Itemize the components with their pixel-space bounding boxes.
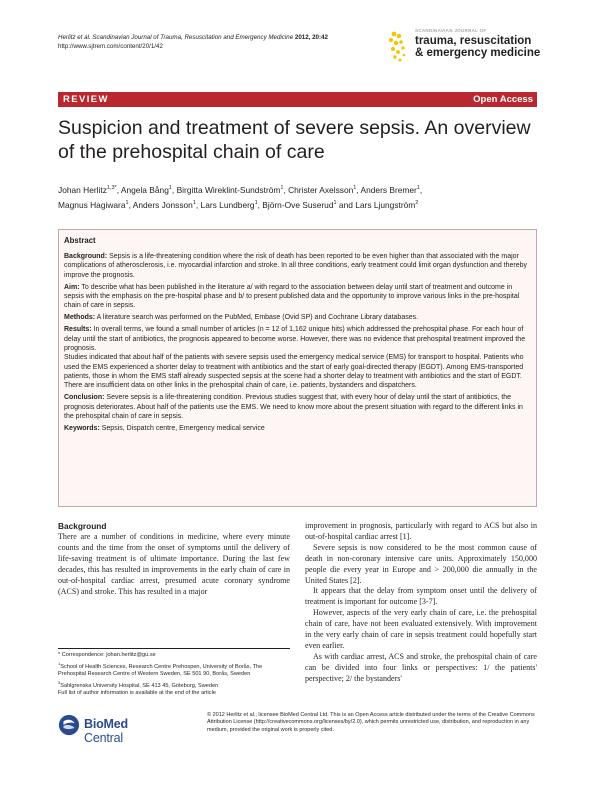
author-name: Birgitta Wireklint-Sundström: [176, 184, 281, 195]
abstract-results-text: In overall terms, we found a small number of articles (n = 12 of 1,162 unique hits) which addressed the prehospital phase. For each hour of delay until the start of antibiotics, the prognosis appeared to become worse. However, there was no evidence that prehospital treatment improved the prognosis.: [64, 326, 526, 353]
author-name: Björn-Ove Suserud: [262, 199, 334, 210]
journal-mark-icon: [385, 30, 411, 66]
abstract-keywords-label: Keywords:: [64, 425, 100, 433]
article-type-label: REVIEW: [63, 94, 109, 105]
affiliation-1: $^1$School of Health Sciences, Research Centre Prehospen, University of Borås, The Prehospital Research Centre of Western Sweden, SE 501 90, Borås, Sweden: [58, 660, 263, 678]
author-affiliation-marker: 1: [192, 199, 196, 206]
author-name: Christer Axelsson: [288, 184, 354, 195]
abstract-background: [64, 252, 531, 280]
body-paragraph: Severe sepsis is now considered to be the most common cause of death in non-coronary intensive care units. Approximately 150,000 people die every year in Europe and > 200,000 die annually in the United States [2].: [305, 542, 537, 585]
abstract-methods-text: A literature search was performed on the PubMed, Embase (Ovid SP) and Cochrane Library databases.: [96, 314, 419, 322]
abstract-results-text-3: There are insufficient data on other links in the prehospital chain of care, i.e. patients, bystanders and dispatchers.: [64, 382, 417, 390]
author-affiliation-marker: 1: [168, 185, 172, 191]
abstract-aim-label: Aim:: [64, 283, 80, 291]
abstract-conclusion-text: Severe sepsis is a life-threatening condition. Previous studies suggest that, with every hour of delay until the start of antibiotics, the prognosis deteriorates. About half of the patients use the EMS. We need to know more about the present situation with regard to the different links in the prehospital chain of care in sepsis.: [64, 394, 523, 420]
author-affiliation-marker: 1: [333, 199, 337, 206]
author-affiliation-marker: 1: [353, 185, 357, 191]
author-affiliation-marker: 1: [125, 199, 129, 206]
citation-header: [58, 33, 328, 51]
license-statement: © 2012 Herlitz et al.; licensee BioMed Central Ltd. This is an Open Access article distributed under the terms of the Creative Commons Attribution License (http://creativecommons.org/licenses/by/2.0), which permits unrestricted use, distribution, and reproduction in any medium, provided the original work is properly cited.: [207, 712, 535, 733]
abstract-heading: Abstract: [64, 236, 96, 245]
body-paragraph: It appears that the delay from symptom onset until the delivery of treatment is important for outcome [3-7].: [305, 586, 537, 607]
author-name: Angela Bång: [120, 184, 169, 195]
author-affiliation-marker: 1,3*: [106, 185, 117, 191]
author-name: Magnus Hagiwara: [58, 199, 126, 210]
full-author-info-note: Full list of author information is available at the end of the article: [58, 690, 216, 697]
author-name: Lars Ljungström: [355, 199, 416, 210]
biomed-central-wordmark: BioMed Central: [84, 717, 128, 745]
article-url-link[interactable]: http://www.sjtrem.com/content/20/1/42: [58, 43, 163, 50]
footnotes: [58, 648, 290, 698]
abstract-results-label: Results:: [64, 326, 92, 334]
article-title: Suspicion and treatment of severe sepsis. An overview of the prehospital chain of care: [58, 117, 531, 163]
author-affiliation-marker: 1: [280, 185, 284, 191]
section-heading-background: Background: [58, 521, 107, 531]
citation-journal: Scandinavian Journal of Trauma, Resuscitation and Emergency Medicine: [92, 34, 294, 41]
journal-logo-line1: trauma, resuscitation: [415, 35, 532, 47]
citation-year-volume: 2012, 20:42: [294, 34, 328, 41]
affiliation-3: $^3$Sahlgrenska University Hospital, SE 413 45, Göteborg, Sweden: [58, 679, 219, 689]
journal-logo-line2: & emergency medicine: [415, 47, 541, 59]
author-affiliation-marker: 1: [254, 199, 258, 206]
body-column-left: [58, 521, 290, 597]
journal-logo: [385, 28, 565, 72]
author-name: Anders Bremer: [360, 184, 417, 195]
open-access-label: Open Access: [473, 94, 533, 105]
abstract-results-text-2: Studies indicated that about half of the patients with severe sepsis used the emergency medical service (EMS) for transport to hospital. Patients who used the EMS experienced a shorter delay to treatment with antibiotics and the start of early goal-directed therapy (EGDT). Among EMS-transported patients, those in whom the EMS staff already suspected sepsis at the scene had a shorter delay to treatment with antibiotics and the start of EGDT.: [64, 354, 524, 380]
body-paragraph: improvement in prognosis, particularly with regard to ACS but also in out-of-hospital cardiac arrest [1].: [305, 521, 537, 541]
abstract-conclusion-label: Conclusion:: [64, 394, 105, 402]
biomed-central-logo: [58, 712, 170, 745]
abstract-conclusion: [64, 393, 531, 421]
body-column-right: [305, 521, 537, 685]
abstract-keywords: [64, 424, 531, 433]
article-type-banner: [58, 92, 537, 107]
abstract-box: [58, 229, 537, 507]
author-name: Johan Herlitz: [58, 184, 107, 195]
abstract-results: [64, 325, 531, 353]
abstract-background-text: Sepsis is a life-threatening condition where the risk of death has been reported to be even higher than that associated with the major complications of atherosclerosis, i.e. myocardial infarction and stroke. In all three conditions, early treatment could limit organ dysfunction and thereby improve the prognosis.: [64, 253, 528, 279]
abstract-methods: [64, 313, 531, 322]
abstract-background-label: Background:: [64, 253, 108, 260]
correspondence-note: * Correspondence: johan.herlitz@gu.se: [58, 652, 156, 658]
journal-logo-name: [415, 35, 540, 59]
body-paragraph: As with cardiac arrest, ACS and stroke, the prehospital chain of care can be divided into four links or perspectives: 1/ the patients' perspective; 2/ the bystanders': [305, 651, 537, 683]
citation-authors: Herlitz et al.: [58, 34, 91, 41]
author-affiliation-marker: 2: [415, 199, 419, 206]
body-paragraph: There are a number of conditions in medicine, where every minute counts and the time from the onset of symptoms until the delivery of life-saving treatment is of ultimate importance. During the last few decades, this has resulted in improvements in the early chain of care in out-of-hospital cardiac arrest, presumed acute coronary syndrome (ACS) and stroke. This has resulted in a major: [58, 532, 290, 596]
abstract-aim-text: To describe what has been published in the literature a/ with regard to the association between delay until start of treatment and outcome in sepsis with the emphasis on the pre-hospital phase and b/ to present published data and the opportunity to improve various links in the pre-hospital chain of care in sepsis.: [64, 283, 520, 310]
biomed-central-mark-icon: [58, 714, 80, 736]
abstract-methods-label: Methods:: [64, 314, 96, 322]
abstract-aim: [64, 283, 531, 311]
body-paragraph: However, aspects of the very early chain of care, i.e. the prehospital chain of care, have not been evaluated extensively. With improvement in the very early chain of care in sepsis treatment could hopefully start even earlier.: [305, 608, 537, 650]
author-list: Johan Herlitz$^{1,3*}$, Angela Bång$^1$, Birgitta Wireklint-Sundström$^1$, Christer Axelsson$^1$, Anders Bremer$^1$, Magnus Hagiwara$^1$, Anders Jonsson$^1$, Lars Lundberg$^1$, Björn-Ove Suserud$^1$ and Lars Ljungström$^2$: [58, 184, 423, 210]
journal-logo-small-text: SCANDINAVIAN JOURNAL OF: [415, 28, 487, 33]
author-name: Lars Lundberg: [200, 199, 255, 210]
abstract-body: [64, 252, 531, 436]
author-affiliation-marker: 1: [416, 185, 420, 191]
author-name: Anders Jonsson: [132, 199, 193, 210]
abstract-keywords-text: Sepsis, Dispatch centre, Emergency medical service: [101, 425, 265, 433]
